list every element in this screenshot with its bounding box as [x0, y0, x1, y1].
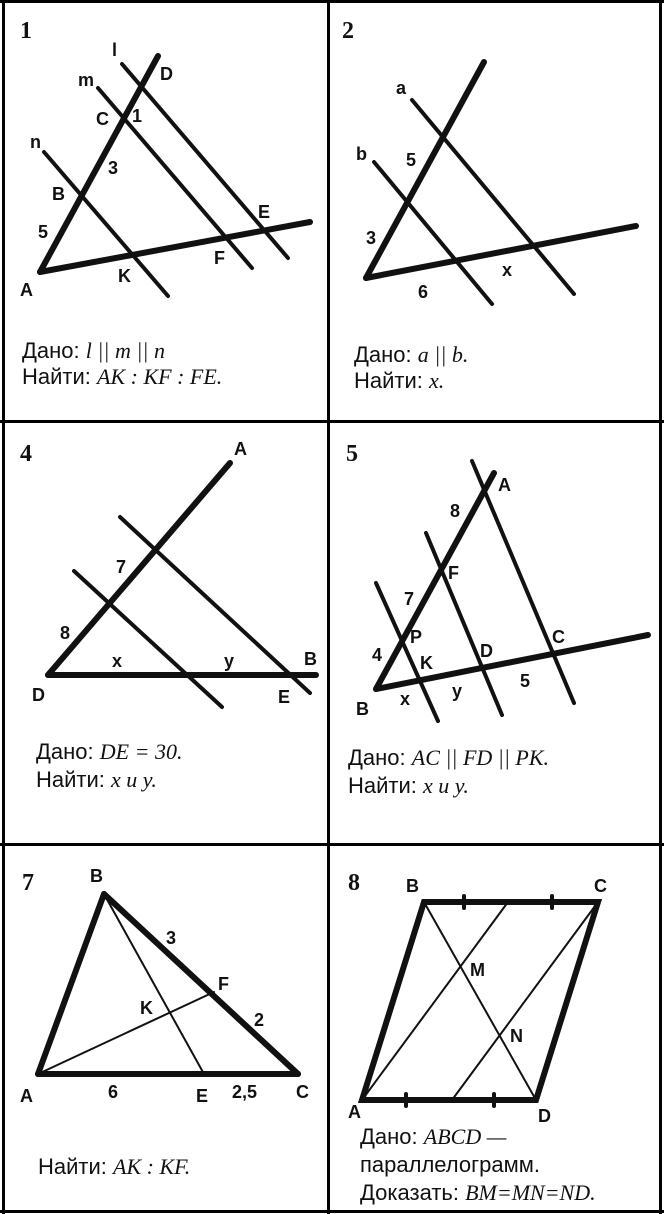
- side-da: [48, 463, 230, 675]
- label-b: B: [356, 699, 369, 719]
- label-base-length: 6: [418, 282, 429, 302]
- find-label: Найти:: [38, 1154, 107, 1179]
- problem-5-number: 5: [346, 441, 358, 467]
- label-y: y: [452, 681, 463, 701]
- problem-1-given: [22, 338, 165, 364]
- label-a: A: [348, 1102, 361, 1122]
- label-d: D: [480, 641, 493, 661]
- label-fc-length: 2: [254, 1010, 265, 1030]
- find-value: x и y.: [111, 767, 157, 792]
- label-k: K: [118, 266, 131, 286]
- problem-4-given: [36, 739, 182, 765]
- problem-5-cell: [330, 423, 660, 843]
- label-a: A: [20, 280, 33, 300]
- find-value: AK : KF : FE.: [97, 364, 223, 389]
- given-label: Дано:: [36, 739, 94, 764]
- problem-8-cell: [330, 846, 660, 1210]
- given-value: DE = 30.: [99, 739, 183, 764]
- find-value: AK : KF.: [113, 1154, 191, 1179]
- label-f: F: [448, 563, 459, 583]
- label-n: N: [510, 1026, 523, 1046]
- label-bc-length: 3: [108, 158, 119, 178]
- given-label: Дано:: [348, 745, 406, 770]
- problem-2-number: 2: [342, 18, 354, 44]
- label-pb-length: 4: [372, 645, 383, 665]
- label-b: b: [356, 144, 367, 164]
- problem-8-prove: [360, 1180, 596, 1206]
- line-n: [44, 152, 168, 296]
- label-lower-length: 8: [60, 623, 71, 643]
- label-e: E: [258, 202, 271, 222]
- problem-5-given: [348, 745, 549, 771]
- label-lower-length: 3: [366, 228, 377, 248]
- label-cd-length: 1: [132, 106, 143, 126]
- find-label: Найти:: [22, 364, 91, 389]
- problem-4-cell: [0, 423, 328, 843]
- given-value: a || b.: [417, 342, 469, 367]
- segment-c-to-ad: [452, 902, 598, 1100]
- side-bc: [104, 894, 298, 1074]
- find-label: Найти:: [354, 368, 423, 393]
- label-a: a: [396, 78, 407, 98]
- find-label: Найти:: [348, 773, 417, 798]
- label-x: x: [502, 260, 513, 280]
- label-x: x: [112, 651, 123, 671]
- given-value: AC || FD || PK.: [411, 745, 550, 770]
- problem-2-given: [354, 342, 468, 368]
- side-left: [366, 62, 484, 278]
- label-f: F: [214, 248, 225, 268]
- label-fp-length: 7: [404, 589, 415, 609]
- problem-5-find: [348, 773, 469, 799]
- problem-1-number: 1: [20, 18, 32, 44]
- side-ae: [40, 222, 310, 272]
- problem-4-find: [36, 767, 157, 793]
- given-label: Дано:: [360, 1124, 418, 1149]
- label-ab-length: 5: [38, 222, 49, 242]
- problem-4-number: 4: [20, 441, 32, 467]
- problem-1-find: [22, 364, 222, 390]
- label-ec-length: 2,5: [232, 1082, 258, 1102]
- label-m: m: [78, 70, 95, 90]
- label-x: x: [400, 689, 411, 709]
- label-b: B: [406, 876, 419, 896]
- given-label: Дано:: [354, 342, 412, 367]
- problem-8-given: [360, 1124, 506, 1150]
- label-c: C: [594, 876, 607, 896]
- problem-7-find: [38, 1154, 190, 1180]
- label-bf-length: 3: [166, 928, 177, 948]
- problem-8-given-line2: параллелограмм.: [360, 1152, 540, 1177]
- problem-8-number: 8: [348, 870, 360, 896]
- problem-7-number: 7: [22, 870, 34, 896]
- problem-7-cell: [0, 846, 328, 1210]
- diagonal-bd: [424, 902, 536, 1100]
- label-c: C: [552, 627, 565, 647]
- label-a: A: [234, 439, 247, 459]
- label-m: M: [470, 960, 485, 980]
- label-a: A: [20, 1086, 33, 1106]
- problem-2-find: [354, 368, 444, 394]
- border-bottom: [0, 1210, 664, 1213]
- label-c: C: [96, 109, 109, 129]
- label-upper-length: 5: [406, 150, 417, 170]
- problem-2-cell: [330, 0, 660, 420]
- line-fd: [426, 533, 502, 715]
- label-e: E: [196, 1086, 209, 1106]
- given-label: Дано:: [22, 338, 80, 363]
- label-p: P: [410, 627, 423, 647]
- label-b: B: [304, 649, 317, 669]
- label-b: B: [52, 184, 65, 204]
- label-dc-length: 5: [520, 671, 531, 691]
- label-af-length: 8: [450, 501, 461, 521]
- label-ae-length: 6: [108, 1082, 119, 1102]
- find-value: x.: [429, 368, 445, 393]
- label-n: n: [30, 132, 41, 152]
- label-y: y: [224, 651, 235, 671]
- label-k: K: [420, 653, 433, 673]
- label-b: B: [90, 866, 103, 886]
- label-a: A: [498, 475, 511, 495]
- line-upper: [120, 517, 310, 693]
- label-e: E: [278, 687, 291, 707]
- line-l: [122, 64, 288, 258]
- segment-a-to-bc: [362, 902, 508, 1100]
- given-value: l || m || n: [85, 338, 165, 363]
- prove-value: BM=MN=ND.: [465, 1180, 596, 1205]
- label-d: D: [32, 685, 45, 705]
- label-f: F: [218, 974, 229, 994]
- label-k: K: [140, 998, 153, 1018]
- label-d: D: [538, 1106, 551, 1126]
- label-c: C: [296, 1082, 309, 1102]
- prove-label: Доказать:: [360, 1180, 459, 1205]
- given-value: ABCD —: [423, 1124, 507, 1149]
- find-value: x и y.: [423, 773, 469, 798]
- label-d: D: [160, 64, 173, 84]
- label-upper-length: 7: [116, 557, 127, 577]
- problem-1-cell: [0, 0, 328, 420]
- find-label: Найти:: [36, 767, 105, 792]
- segment-be: [104, 894, 204, 1074]
- label-l: l: [112, 40, 118, 60]
- side-bottom: [366, 226, 636, 278]
